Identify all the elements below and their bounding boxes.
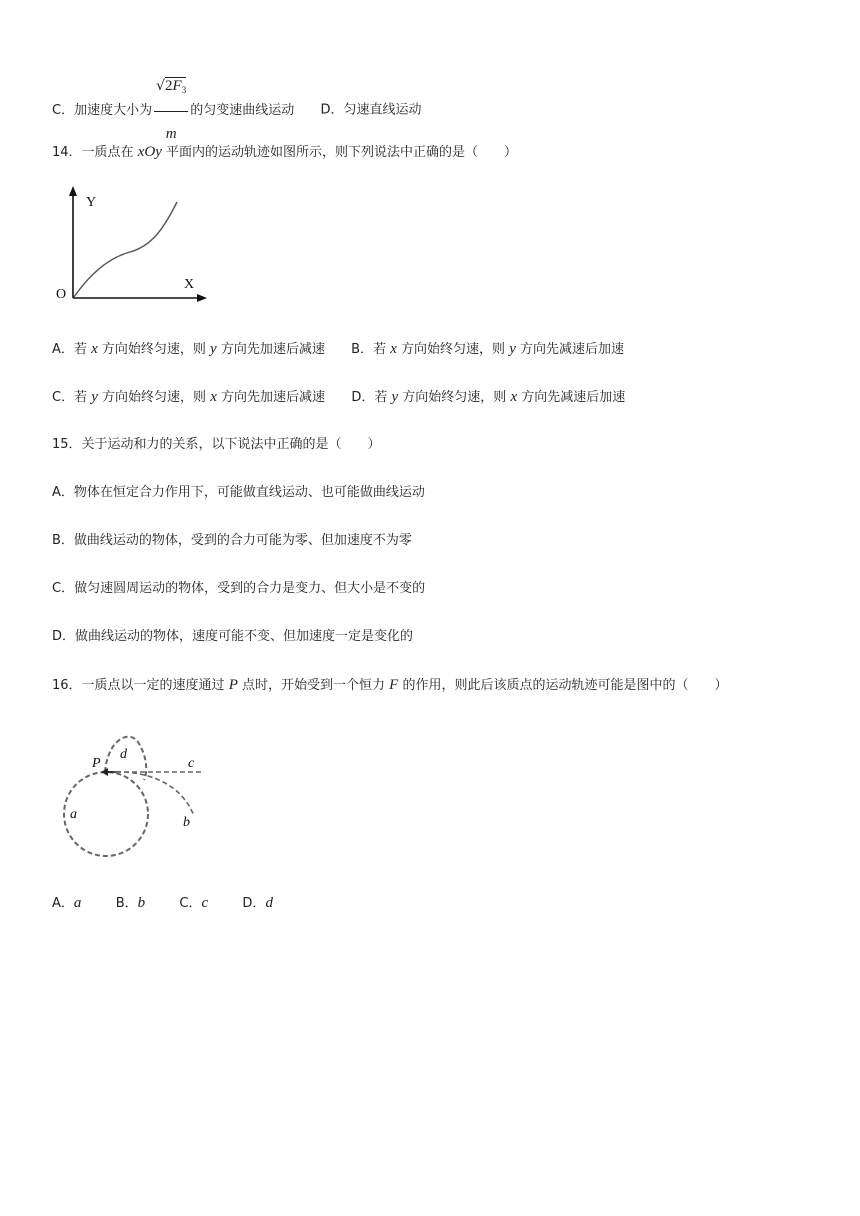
q14-option-d: D．若 y 方向始终匀速，则 x 方向先减速后加速 [351,389,626,405]
option-letter: D． [242,896,266,911]
sqrt-body: $2F_3$ [165,78,187,95]
q14-option-row-cd [52,388,625,407]
q13-option-d [320,103,421,118]
option-letter: D． [320,102,344,118]
trajectory-a-label: a [70,807,77,822]
q13-option-row [52,66,422,154]
option-text: 的匀变速曲线运动 [190,102,295,118]
trajectory-c-label: c [188,756,195,771]
acceleration-fraction [154,66,188,154]
question-number: 16． [52,678,82,693]
option-letter: B． [52,533,74,548]
option-letter: C． [52,102,75,118]
option-letter: A． [52,342,74,357]
q14-trajectory-figure [52,182,212,310]
x-axis-label: X [184,277,195,292]
option-letter: C． [52,581,75,596]
y-axis-arrow-icon [69,186,77,196]
trajectory-b-curve [108,772,194,816]
question-number: 15． [52,437,82,452]
trajectory-d-label: d [120,747,127,762]
question-number: 14． [52,145,82,160]
trajectory-curve [74,202,177,297]
q16-option-d: D．d [242,895,273,911]
option-letter: A． [52,896,74,911]
x-axis-arrow-icon [197,294,207,302]
option-letter: B． [115,896,138,911]
q14-option-b: B．若 x 方向始终匀速，则 y 方向先减速后加速 [351,341,625,357]
option-letter: A． [52,485,74,500]
q15-option-a [52,484,425,502]
q16-option-c: C．c [179,895,209,911]
option-text: 物体在恒定合力作用下，可能做直线运动、也可能做曲线运动 [73,485,425,500]
option-letter: C． [52,390,75,405]
option-text: 做曲线运动的物体，速度可能不变、但加速度一定是变化的 [75,629,414,644]
q16-option-b: B．b [115,895,146,911]
option-text: 匀速直线运动 [343,102,422,118]
option-text: 做曲线运动的物体，受到的合力可能为零、但加速度不为零 [73,533,412,548]
q15-option-c [52,580,425,598]
point-p-label: P [92,756,101,771]
q14-option-c: C．若 y 方向始终匀速，则 x 方向先加速后减速 [52,389,326,405]
q15-option-d [52,628,413,646]
q16-stem: 16．一质点以一定的速度通过 P 点时，开始受到一个恒力 F 的作用，则此后该质点的运动轨迹可能是图中的（ ） [52,677,728,693]
option-letter: B． [351,342,374,357]
fraction-denominator: m [165,126,177,142]
origin-label: O [56,287,67,302]
q16-option-row [52,894,273,913]
option-letter: D． [351,390,375,405]
q14-stem: 14．一质点在 xOy 平面内的运动轨迹如图所示，则下列说法中正确的是（ ） [52,144,518,160]
option-text: 做匀速圆周运动的物体，受到的合力是变力、但大小是不变的 [74,581,426,596]
y-axis-label: Y [86,195,97,210]
sqrt-icon: √ [156,78,166,94]
option-text: 加速度大小为 [74,102,153,118]
q16-trajectory-figure [52,732,212,864]
q14-option-row-ab [52,340,624,359]
fraction-numerator [154,66,188,112]
option-letter: C． [179,896,202,911]
q13-option-c [52,78,298,142]
q16-option-a: A．a [52,895,82,911]
option-letter: D． [52,629,76,644]
q14-option-a: A．若 x 方向始终匀速，则 y 方向先加速后减速 [52,341,325,357]
q15-stem: 15．关于运动和力的关系，以下说法中正确的是（ ） [52,437,381,452]
q15-option-b [52,532,412,550]
trajectory-b-label: b [183,815,190,830]
